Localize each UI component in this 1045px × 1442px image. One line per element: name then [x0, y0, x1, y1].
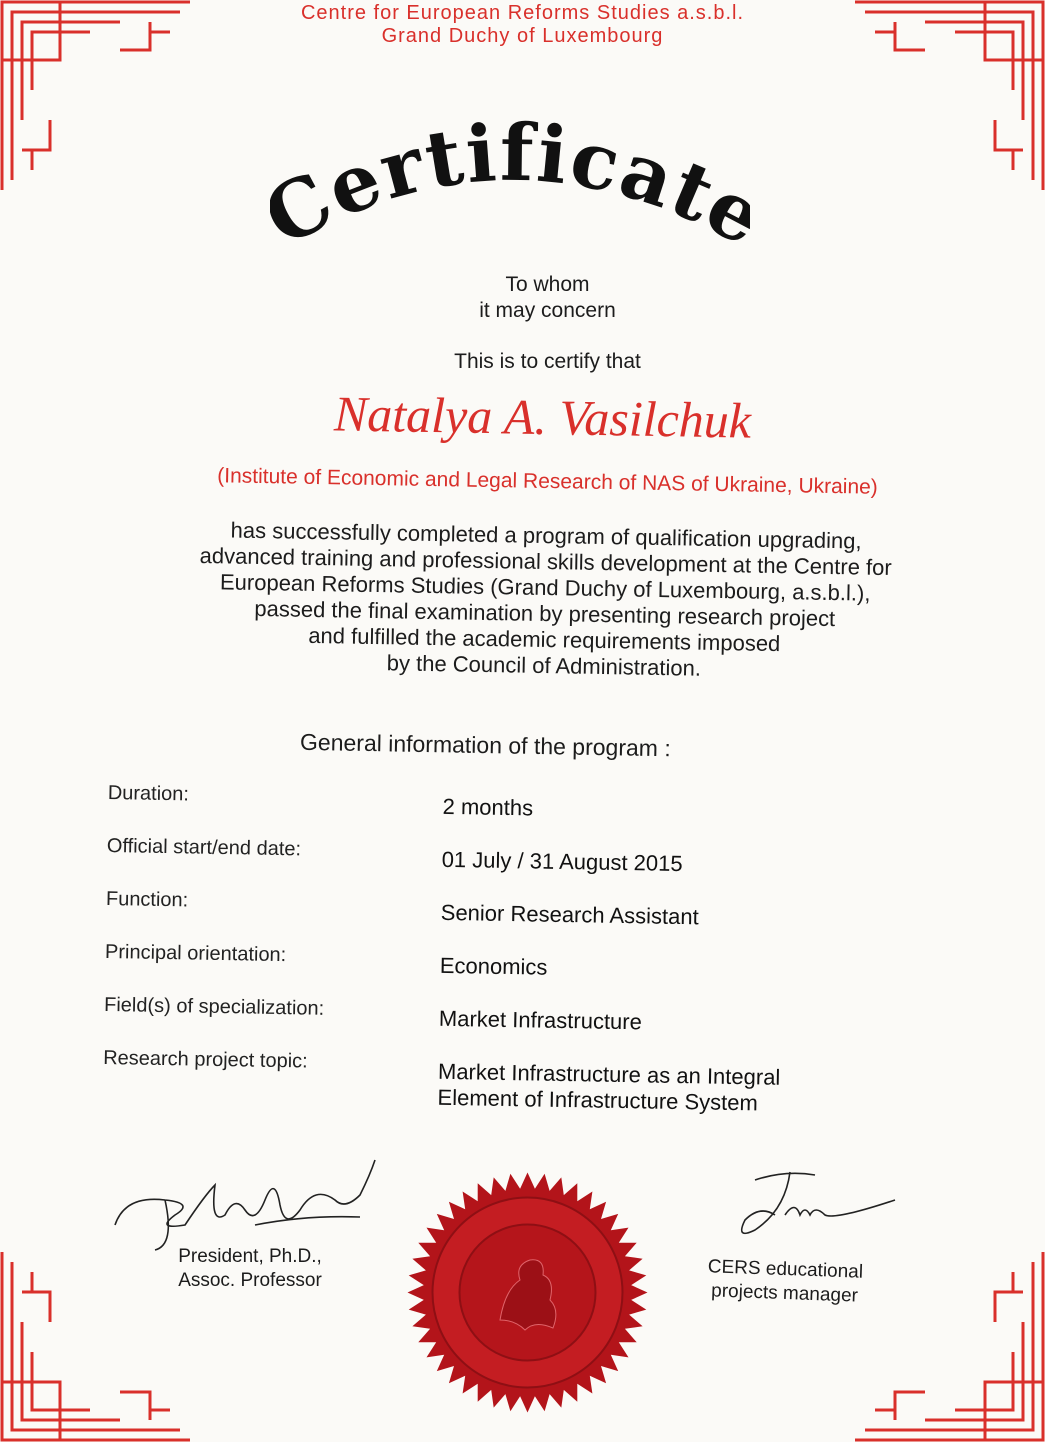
organization-location: Grand Duchy of Luxembourg [381, 25, 664, 47]
body-line: advanced training and professional skills development at the Centre for [199, 542, 892, 581]
manager-title [694, 1255, 876, 1309]
salutation-line-2: it may concern [479, 299, 616, 322]
body-line: European Reforms Studies (Grand Duchy of Luxembourg, a.s.b.l.), [219, 569, 871, 606]
certificate-body [109, 515, 982, 686]
corner-ornament-bottom-left [0, 1252, 190, 1442]
info-value [437, 1059, 780, 1117]
info-label: Principal orientation: [104, 940, 287, 967]
info-value: Market Infrastructure [438, 1005, 643, 1035]
title-text: ertificat [314, 107, 729, 242]
svg-text:Certificate [270, 108, 750, 265]
recipient-institution: (Institute of Economic and Legal Research of NAS of Ukraine, Ukraine) [217, 464, 878, 499]
president-role-line: President, Ph.D., [178, 1246, 322, 1267]
body-line: passed the final examination by presenting research project [254, 595, 836, 632]
manager-role-line: projects manager [710, 1280, 859, 1307]
certify-statement: This is to certify that [454, 350, 641, 373]
president-signature [105, 1155, 395, 1255]
program-heading: General information of the program : [299, 728, 671, 762]
certificate-title [270, 95, 750, 275]
info-label: Duration: [107, 782, 190, 806]
info-label: Research project topic: [102, 1046, 308, 1073]
info-value: Economics [439, 952, 548, 980]
info-value: Senior Research Assistant [440, 899, 699, 930]
manager-role-line: CERS educational [707, 1256, 864, 1283]
manager-signature [715, 1160, 905, 1250]
salutation-line-1: To whom [505, 273, 590, 296]
info-label: Function: [105, 887, 189, 912]
president-title [165, 1245, 335, 1293]
body-line: has successfully completed a program of qualification upgrading, [230, 517, 862, 554]
info-label: Field(s) of specialization: [103, 993, 325, 1020]
info-value: 01 July / 31 August 2015 [441, 846, 683, 877]
organization-name: Centre for European Reforms Studies a.s.b.l. [300, 2, 745, 24]
info-row-research-topic [102, 1047, 903, 1131]
official-seal [405, 1170, 650, 1415]
body-line: by the Council of Administration. [386, 650, 702, 681]
info-value: 2 months [442, 793, 534, 821]
body-line: and fulfilled the academic requirements imposed [308, 622, 781, 657]
recipient-name: Natalya A. Vasilchuk [333, 385, 752, 449]
president-role-line: Assoc. Professor [178, 1270, 322, 1291]
info-label: Official start/end date: [106, 834, 302, 861]
info-value-line: Market Infrastructure as an Integral [437, 1058, 781, 1090]
info-value-line: Element of Infrastructure System [437, 1084, 759, 1116]
corner-ornament-bottom-right [855, 1252, 1045, 1442]
program-info-table [102, 782, 908, 1131]
